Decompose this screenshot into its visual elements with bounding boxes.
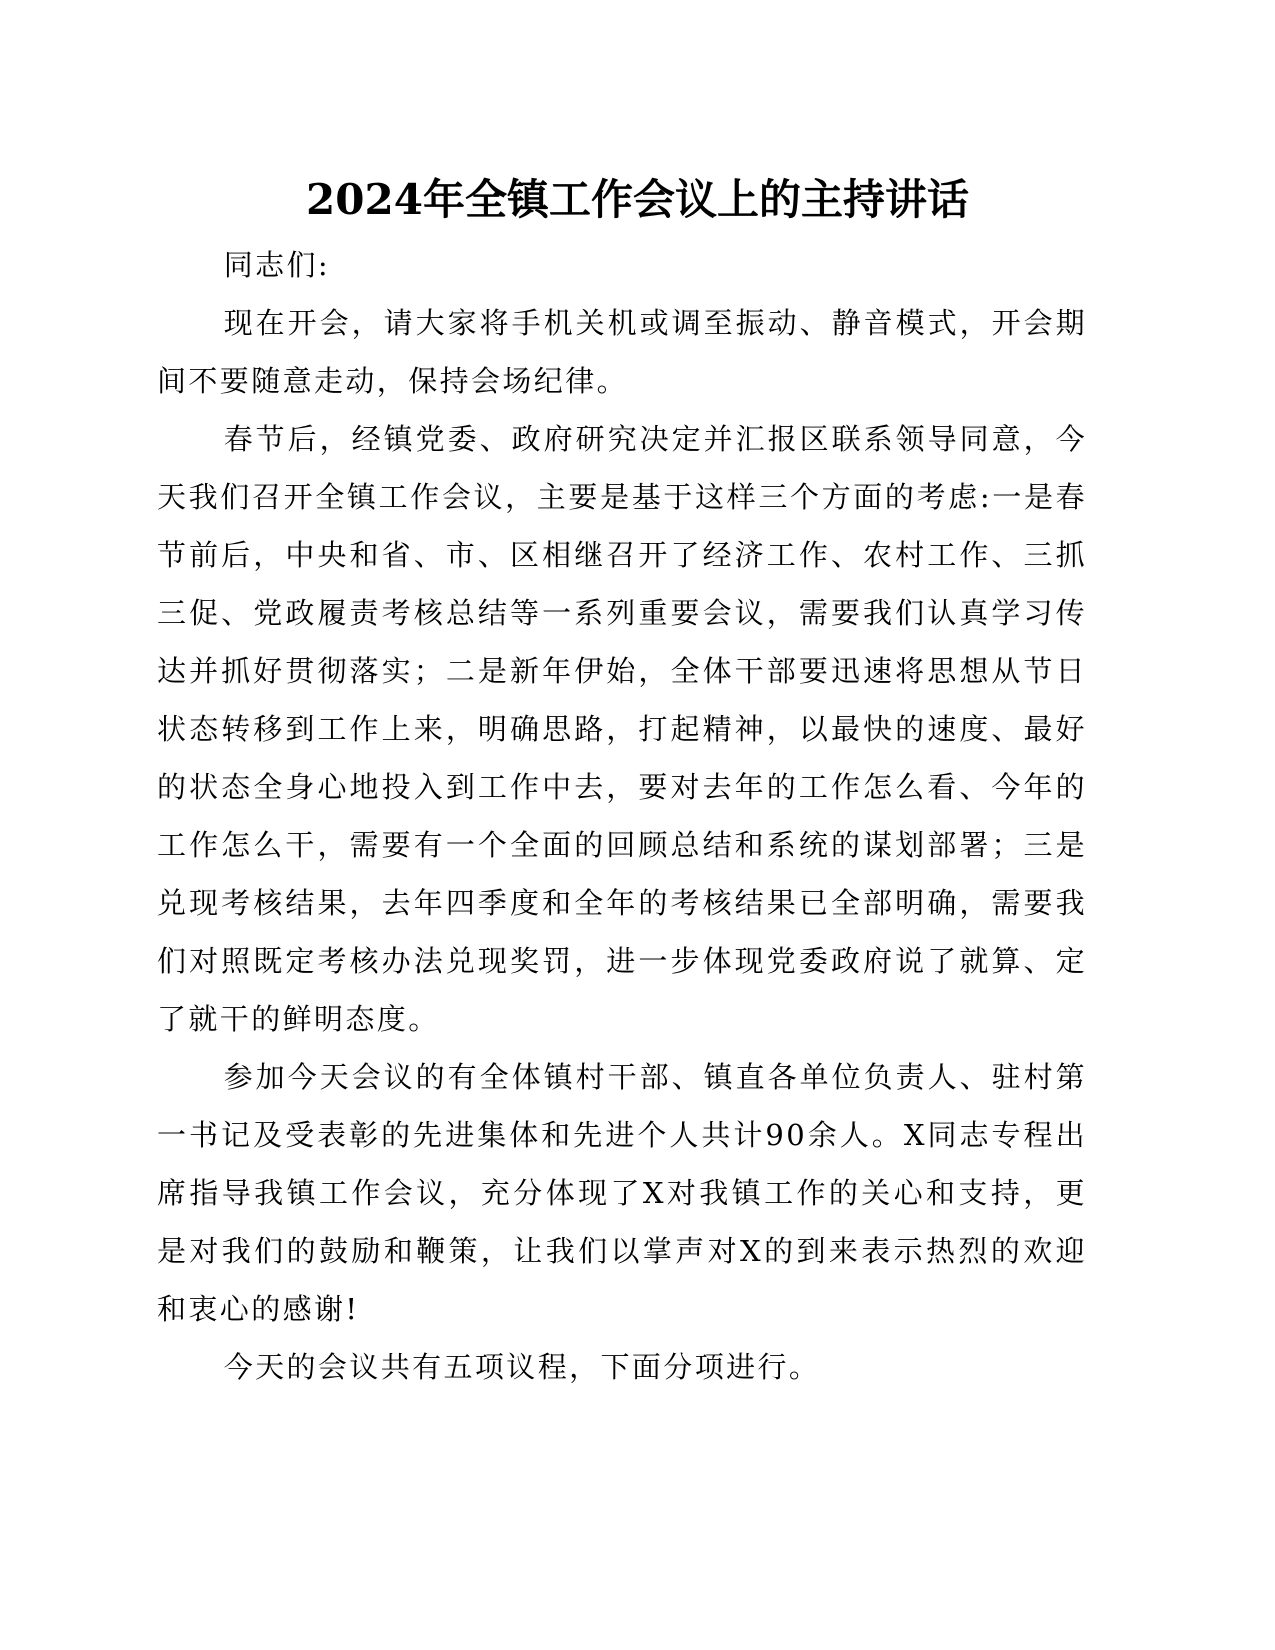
agenda-paragraph: 今天的会议共有五项议程，下面分项进行。 bbox=[223, 1350, 821, 1384]
document-title: 2024年全镇工作会议上的主持讲话 bbox=[306, 175, 969, 224]
opening-paragraph: 现在开会，请大家将手机关机或调至振动、静音模式，开会期间不要随意走动，保持会场纪律。 bbox=[157, 306, 1087, 398]
document-body bbox=[157, 236, 1087, 1396]
salutation-paragraph: 同志们: bbox=[223, 248, 331, 282]
purpose-paragraph: 春节后，经镇党委、政府研究决定并汇报区联系领导同意，今天我们召开全镇工作会议，主要是基于这样三个方面的考虑:一是春节前后，中央和省、市、区相继召开了经济工作、农村工作、三抓三促、党政履责考核总结等一系列重要会议，需要我们认真学习传达并抓好贯彻落实；二是新年伊始，全体干部要迅速将思想从节日状态转移到工作上来，明确思路，打起精神，以最快的速度、最好的状态全身心地投入到工作中去，要对去年的工作怎么看、今年的工作怎么干，需要有一个全面的回顾总结和系统的谋划部署；三是兑现考核结果，去年四季度和全年的考核结果已全部明确，需要我们对照既定考核办法兑现奖罚，进一步体现党委政府说了就算、定了就干的鲜明态度。 bbox=[157, 422, 1087, 1036]
attendees-paragraph: 参加今天会议的有全体镇村干部、镇直各单位负责人、驻村第一书记及受表彰的先进集体和先进个人共计90余人。X同志专程出席指导我镇工作会议，充分体现了X对我镇工作的关心和支持，更是对我们的鼓励和鞭策，让我们以掌声对X的到来表示热烈的欢迎和衷心的感谢! bbox=[157, 1060, 1087, 1326]
